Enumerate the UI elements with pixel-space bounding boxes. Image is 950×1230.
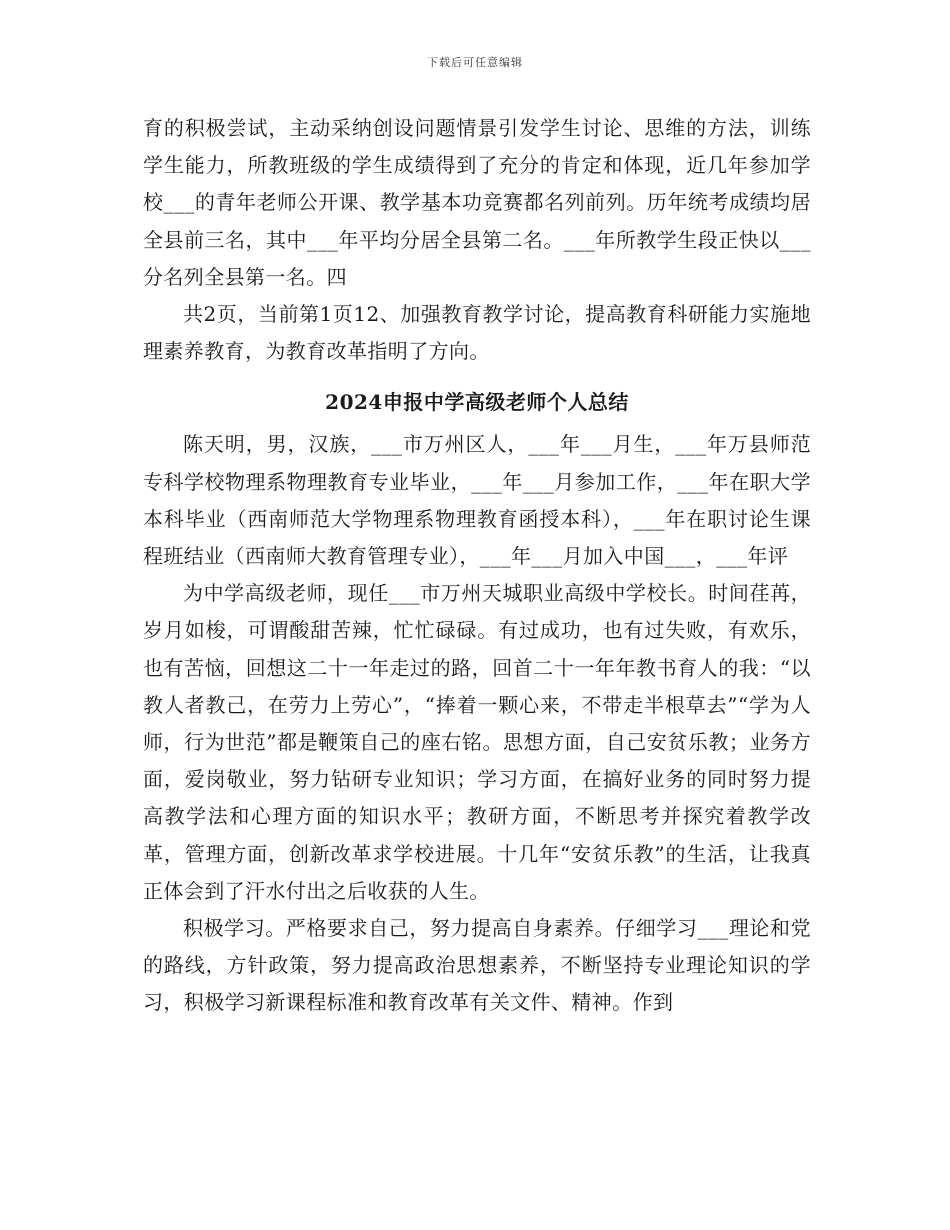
paragraph-profile: 陈天明，男，汉族，___市万州区人，___年___月生，___年万县师范专科学校物理系物理教育专业毕业，___年___月参加工作，___年在职大学本科毕业（西南师范大学物理系物理教育函授本科），___年在职讨论生课程班结业（西南师大教育管理专业），___年___月加入中国___，___年评 [143, 432, 811, 569]
section-title: 2024申报中学高级老师个人总结 [325, 390, 629, 415]
document-body [143, 110, 811, 1022]
paragraph-continuation: 育的积极尝试，主动采纳创设问题情景引发学生讨论、思维的方法，训练学生能力，所教班级的学生成绩得到了充分的肯定和体现，近几年参加学校___的青年老师公开课、教学基本功竞赛都名列前列。历年统考成绩均居全县前三名，其中___年平均分居全县第二名。___年所教学生段正快以___分名列全县第一名。四 [143, 116, 811, 289]
header-note: 下载后可任意编辑 [427, 56, 523, 69]
paragraph-page-note: 共2页，当前第1页12、加强教育教学讨论，提高教育科研能力实施地理素养教育，为教育改革指明了方向。 [143, 302, 811, 364]
paragraph-study: 积极学习。严格要求自己，努力提高自身素养。仔细学习___理论和党的路线，方针政策，努力提高政治思想素养，不断坚持专业理论知识的学习，积极学习新课程标准和教育改革有关文件、精神。作到 [143, 916, 811, 1015]
paragraph-reflection: 为中学高级老师，现任___市万州天城职业高级中学校长。时间荏苒，岁月如梭，可谓酸甜苦辣，忙忙碌碌。有过成功，也有过失败，有欢乐，也有苦恼，回想这二十一年走过的路，回首二十一年年教书育人的我：“以教人者教己，在劳力上劳心”，“捧着一颗心来，不带走半根草去”“学为人师，行为世范”都是鞭策自己的座右铭。思想方面，自己安贫乐教；业务方面，爱岗敬业，努力钻研专业知识；学习方面，在搞好业务的同时努力提高教学法和心理方面的知识水平；教研方面，不断思考并探究着教学改革，管理方面，创新改革求学校进展。十几年“安贫乐教”的生活，让我真正体会到了汗水付出之后收获的人生。 [143, 581, 811, 903]
